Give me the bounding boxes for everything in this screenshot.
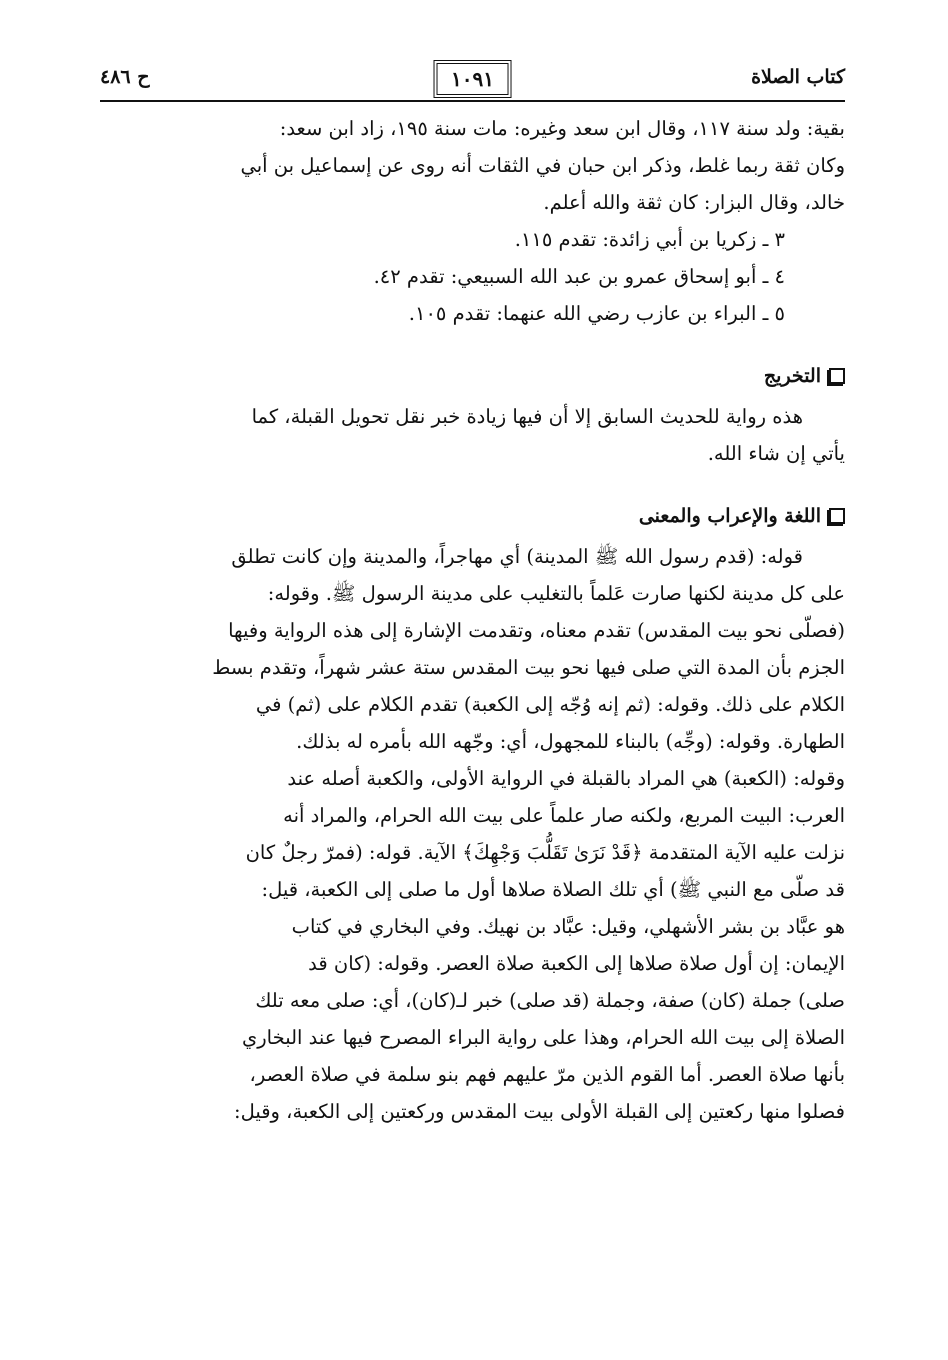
text-line: وقوله: (الكعبة) هي المراد بالقبلة في الرواية الأولى، والكعبة أصله عند <box>287 767 845 790</box>
page-number: ١٠٩١ <box>433 60 512 98</box>
hadith-reference: ح ٤٨٦ <box>100 66 150 88</box>
text-line: بأنها صلاة العصر. أما القوم الذين مرّ عليهم فهم بنو سلمة في صلاة العصر، <box>249 1063 845 1086</box>
text-line: يأتي إن شاء الله. <box>707 442 845 465</box>
text-line: الطهارة. وقوله: (وجِّه) بالبناء للمجهول، أي: وجّهه الله بأمره له بذلك. <box>296 730 845 753</box>
text-line: على كل مدينة لكنها صارت عَلماً بالتغليب على مدينة الرسول ﷺ. وقوله: <box>267 582 845 605</box>
section-title: اللغة والإعراب والمعنى <box>638 505 821 527</box>
book-title: كتاب الصلاة <box>751 66 845 88</box>
narrator-item: ٣ ـ زكريا بن أبي زائدة: تقدم ١١٥. <box>514 228 785 251</box>
text-line: الكلام على ذلك. وقوله: (ثم إنه وُجّه إلى الكعبة) تقدم الكلام على (ثم) في <box>255 693 845 716</box>
narrator-item: ٥ ـ البراء بن عازب رضي الله عنهما: تقدم ١٠٥. <box>408 302 785 325</box>
section-heading-lugha <box>100 498 845 534</box>
text-line: نزلت عليه الآية المتقدمة ﴿قَدْ نَرَىٰ تَقَلُّبَ وَجْهِكَ﴾ الآية. قوله: (فمرّ رجلٌ كان <box>245 841 845 864</box>
text-line: هو عبَّاد بن بشر الأشهلي، وقيل: عبَّاد بن نهيك. وفي البخاري في كتاب <box>291 915 845 938</box>
page-header <box>100 60 845 100</box>
narrator-list <box>100 221 845 332</box>
text-line: الجزم بأن المدة التي صلى فيها نحو بيت المقدس ستة عشر شهراً، وتقدم بسط <box>212 656 845 679</box>
text-line: الإيمان: إن أول صلاة صلاها إلى الكعبة صلاة العصر. وقوله: (كان قد <box>308 952 845 975</box>
narrator-bio <box>100 110 845 221</box>
section-title: التخريج <box>763 365 821 387</box>
square-bullet-icon <box>829 368 845 384</box>
takhrij-body <box>100 398 845 472</box>
book-page <box>100 60 845 1130</box>
text-line: قد صلّى مع النبي ﷺ) أي تلك الصلاة صلاها أول ما صلى إلى الكعبة، قيل: <box>261 878 845 901</box>
lugha-body <box>100 538 845 1130</box>
text-line: صلى) جملة (كان) صفة، وجملة (قد صلى) خبر لـ(كان)، أي: صلى معه تلك <box>255 989 845 1012</box>
text-line: الصلاة إلى بيت الله الحرام، وهذا على رواية البراء المصرح فيها عند البخاري <box>242 1026 845 1049</box>
text-line: هذه رواية للحديث السابق إلا أن فيها زيادة خبر نقل تحويل القبلة، كما <box>251 405 803 428</box>
text-line: العرب: البيت المربع، ولكنه صار علماً على بيت الله الحرام، والمراد أنه <box>283 804 845 827</box>
narrator-item: ٤ ـ أبو إسحاق عمرو بن عبد الله السبيعي: تقدم ٤٢. <box>373 265 785 288</box>
text-line: وكان ثقة ربما غلط، وذكر ابن حبان في الثقات أنه روى عن إسماعيل بن أبي <box>240 154 845 177</box>
header-divider <box>100 100 845 102</box>
text-line: فصلوا منها ركعتين إلى القبلة الأولى بيت المقدس وركعتين إلى الكعبة، وقيل: <box>234 1100 845 1123</box>
square-bullet-icon <box>829 508 845 524</box>
text-line: (فصلّى نحو بيت المقدس) تقدم معناه، وتقدمت الإشارة إلى هذه الرواية وفيها <box>228 619 845 642</box>
text-line: بقية: ولد سنة ١١٧، وقال ابن سعد وغيره: مات سنة ١٩٥، زاد ابن سعد: <box>279 117 845 140</box>
text-line: قوله: (قدم رسول الله ﷺ المدينة) أي مهاجراً، والمدينة وإن كانت تطلق <box>231 545 803 568</box>
section-heading-takhrij <box>100 358 845 394</box>
text-line: خالد، وقال البزار: كان ثقة والله أعلم. <box>543 191 845 214</box>
